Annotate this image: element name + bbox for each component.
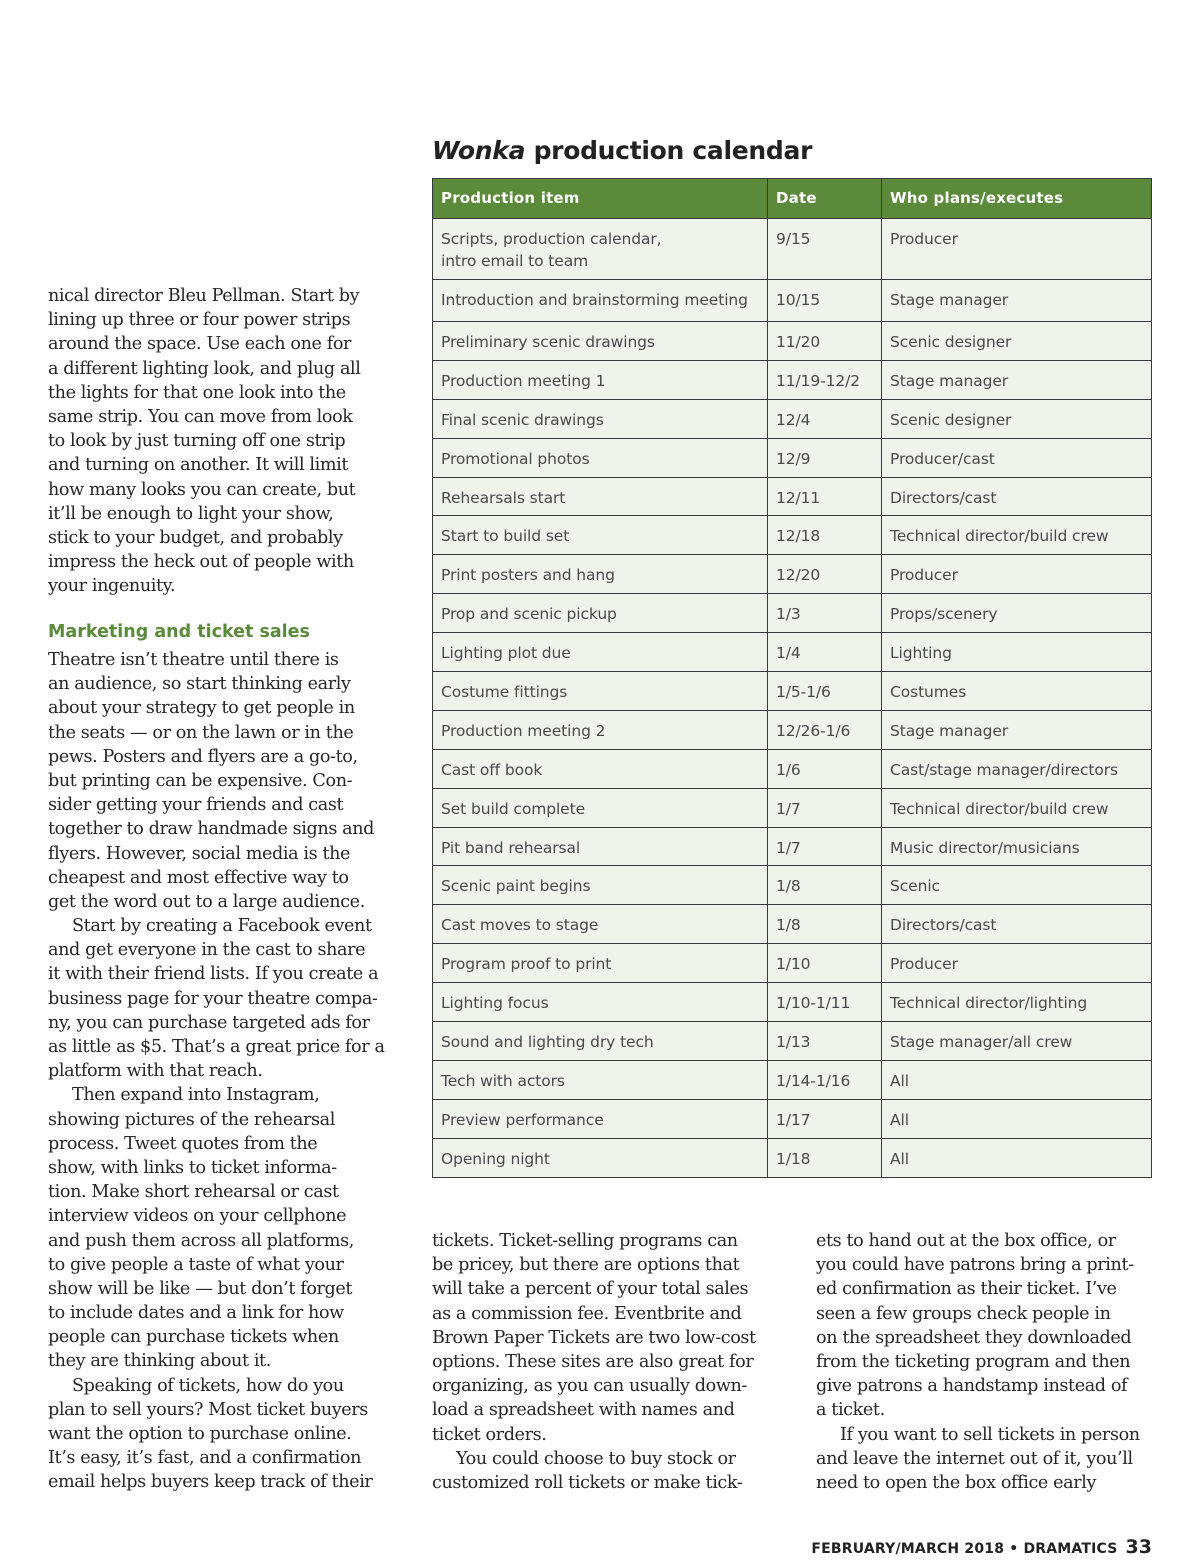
cell-date: 11/20 [768, 322, 882, 361]
text-line: Theatre isn’t theatre until there is [48, 650, 339, 670]
cell-date: 10/15 [768, 280, 882, 322]
cell-who-plans: All [882, 1099, 1152, 1138]
cell-who-plans: Technical director/lighting [882, 983, 1152, 1022]
table-row [433, 710, 1152, 749]
cell-who-plans: Producer [882, 944, 1152, 983]
table-row [433, 944, 1152, 983]
cell-production-item: Lighting focus [433, 983, 768, 1022]
header-who-plans: Who plans/executes [882, 179, 1152, 219]
text-line: will take a percent of your total sales [432, 1279, 749, 1300]
cell-date: 1/6 [768, 749, 882, 788]
text-line: as little as $5. That’s a great price for a [48, 1037, 385, 1057]
text-line: but printing can be expensive. Con- [48, 770, 353, 791]
cell-date: 1/10 [768, 944, 882, 983]
cell-date: 12/18 [768, 516, 882, 555]
cell-production-item: Program proof to print [433, 944, 768, 983]
cell-production-item: Costume fittings [433, 672, 768, 711]
cell-production-item: Sound and lighting dry tech [433, 1022, 768, 1061]
cell-production-item: Tech with actors [433, 1060, 768, 1099]
cell-production-item: Scripts, production calendar, intro email to team [433, 219, 768, 280]
text-line: ticket orders. [432, 1424, 547, 1445]
cell-date: 1/18 [768, 1138, 882, 1177]
text-line: Then expand into Instagram, [72, 1085, 320, 1106]
text-line: platform with that reach. [48, 1061, 263, 1082]
table-row [433, 788, 1152, 827]
text-line: Start by creating a Facebook event [72, 916, 372, 937]
text-line: interview videos on your cellphone [48, 1206, 347, 1227]
cell-date: 1/8 [768, 905, 882, 944]
cell-date: 12/20 [768, 555, 882, 594]
text-line: together to draw handmade signs and [48, 819, 375, 840]
text-line: be pricey, but there are options that [432, 1255, 740, 1276]
cell-date: 1/4 [768, 633, 882, 672]
text-line: business page for your theatre compa- [48, 988, 378, 1009]
text-line: ets to hand out at the box office, or [816, 1231, 1116, 1251]
table-title-rest: production calendar [525, 136, 813, 165]
text-line: tion. Make short rehearsal or cast [48, 1182, 339, 1203]
page-number: 33 [1125, 1536, 1152, 1558]
cell-who-plans: Props/scenery [882, 594, 1152, 633]
table-row [433, 827, 1152, 866]
cell-who-plans: Stage manager [882, 280, 1152, 322]
cell-date: 1/7 [768, 827, 882, 866]
section-heading: Marketing and ticket sales [48, 622, 310, 642]
cell-who-plans: Lighting [882, 633, 1152, 672]
cell-date: 1/3 [768, 594, 882, 633]
text-line: ed confirmation as their ticket. I’ve [816, 1279, 1117, 1300]
production-calendar-table [432, 178, 1152, 1178]
cell-who-plans: All [882, 1060, 1152, 1099]
text-line: You could choose to buy stock or [456, 1448, 736, 1469]
text-line: Speaking of tickets, how do you [72, 1375, 344, 1396]
cell-production-item: Rehearsals start [433, 477, 768, 516]
text-line: how many looks you can create, but [48, 479, 356, 500]
cell-who-plans: Scenic designer [882, 322, 1152, 361]
cell-who-plans: Producer/cast [882, 438, 1152, 477]
cell-date: 12/26-1/6 [768, 710, 882, 749]
article-column-middle [432, 1229, 772, 1495]
text-line: pews. Posters and flyers are a go-to, [48, 746, 358, 767]
text-line: get the word out to a large audience. [48, 891, 365, 912]
cell-who-plans: Music director/musicians [882, 827, 1152, 866]
cell-who-plans: Stage manager [882, 710, 1152, 749]
text-line: cheapest and most effective way to [48, 867, 349, 888]
article-column-left-top [48, 284, 388, 598]
text-line: and push them across all platforms, [48, 1230, 354, 1251]
text-line: as a commission fee. Eventbrite and [432, 1303, 742, 1324]
table-row [433, 219, 1152, 280]
page-footer [811, 1536, 1152, 1558]
text-line: flyers. However, social media is the [48, 843, 351, 864]
text-line: impress the heck out of people with [48, 552, 354, 573]
cell-who-plans: Scenic designer [882, 399, 1152, 438]
cell-production-item: Cast moves to stage [433, 905, 768, 944]
text-line: show, with links to ticket informa- [48, 1157, 337, 1178]
table-row [433, 749, 1152, 788]
text-line: it’ll be enough to light your show, [48, 503, 334, 524]
table-row [433, 399, 1152, 438]
cell-production-item: Introduction and brainstorming meeting [433, 280, 768, 322]
text-line: and turning on another. It will limit [48, 455, 349, 476]
text-line: sider getting your friends and cast [48, 795, 344, 816]
text-line: need to open the box office early [816, 1472, 1097, 1493]
text-line: ny, you can purchase targeted ads for [48, 1012, 370, 1033]
cell-date: 1/5-1/6 [768, 672, 882, 711]
cell-who-plans: Stage manager/all crew [882, 1022, 1152, 1061]
text-line: customized roll tickets or make tick- [432, 1472, 743, 1493]
table-row [433, 983, 1152, 1022]
text-line: around the space. Use each one for [48, 334, 352, 355]
cell-date: 1/14-1/16 [768, 1060, 882, 1099]
table-row [433, 1138, 1152, 1177]
table-row [433, 672, 1152, 711]
article-column-left-bottom [48, 648, 388, 1495]
cell-production-item: Production meeting 2 [433, 710, 768, 749]
text-line: it with their friend lists. If you create a [48, 964, 379, 985]
text-line: they are thinking about it. [48, 1351, 271, 1372]
footer-issue-label: FEBRUARY/MARCH 2018 • DRAMATICS [811, 1541, 1118, 1557]
header-date: Date [768, 179, 882, 219]
text-line: organizing, as you can usually down- [432, 1376, 747, 1397]
cell-who-plans: Costumes [882, 672, 1152, 711]
cell-who-plans: Scenic [882, 866, 1152, 905]
text-line: an audience, so start thinking early [48, 674, 351, 695]
cell-production-item: Start to build set [433, 516, 768, 555]
cell-production-item: Production meeting 1 [433, 360, 768, 399]
header-production-item: Production item [433, 179, 768, 219]
table-row [433, 633, 1152, 672]
text-line: a ticket. [816, 1400, 885, 1421]
text-line: about your strategy to get people in [48, 698, 355, 719]
cell-production-item: Prop and scenic pickup [433, 594, 768, 633]
text-line: your ingenuity. [48, 576, 176, 597]
cell-who-plans: Directors/cast [882, 905, 1152, 944]
cell-who-plans: Stage manager [882, 360, 1152, 399]
text-line: show will be like — but don’t forget [48, 1278, 353, 1299]
cell-production-item: Pit band rehearsal [433, 827, 768, 866]
text-line: same strip. You can move from look [48, 406, 353, 427]
table-row [433, 360, 1152, 399]
cell-production-item: Scenic paint begins [433, 866, 768, 905]
text-line: to include dates and a link for how [48, 1303, 344, 1324]
text-line: and leave the internet out of it, you’ll [816, 1448, 1133, 1469]
cell-date: 12/11 [768, 477, 882, 516]
cell-production-item: Lighting plot due [433, 633, 768, 672]
table-row [433, 555, 1152, 594]
cell-production-item: Promotional photos [433, 438, 768, 477]
table-row [433, 1099, 1152, 1138]
table-row [433, 594, 1152, 633]
text-line: give patrons a handstamp instead of [816, 1376, 1128, 1397]
cell-who-plans: Directors/cast [882, 477, 1152, 516]
cell-production-item: Set build complete [433, 788, 768, 827]
cell-date: 1/7 [768, 788, 882, 827]
text-line: to give people a taste of what your [48, 1254, 344, 1275]
text-line: seen a few groups check people in [816, 1303, 1111, 1324]
text-line: lining up three or four power strips [48, 310, 351, 331]
cell-who-plans: Producer [882, 555, 1152, 594]
table-row [433, 1022, 1152, 1061]
cell-who-plans: Cast/stage manager/directors [882, 749, 1152, 788]
table-row [433, 438, 1152, 477]
text-line: plan to sell yours? Most ticket buyers [48, 1399, 368, 1420]
table-row [433, 866, 1152, 905]
text-line: on the spreadsheet they downloaded [816, 1327, 1132, 1348]
text-line: email helps buyers keep track of their [48, 1472, 373, 1493]
table-row [433, 322, 1152, 361]
text-line: load a spreadsheet with names and [432, 1400, 735, 1421]
table-header-row [433, 179, 1152, 219]
cell-who-plans: Producer [882, 219, 1152, 280]
cell-who-plans: Technical director/build crew [882, 788, 1152, 827]
table-row [433, 905, 1152, 944]
table-title-italic: Wonka [432, 136, 526, 165]
table-row [433, 1060, 1152, 1099]
text-line: want the option to purchase online. [48, 1424, 352, 1444]
article-column-right [816, 1229, 1156, 1495]
cell-date: 12/9 [768, 438, 882, 477]
cell-production-item: Preliminary scenic drawings [433, 322, 768, 361]
cell-who-plans: Technical director/build crew [882, 516, 1152, 555]
text-line: options. These sites are also great for [432, 1351, 754, 1372]
cell-date: 1/17 [768, 1099, 882, 1138]
table-row [433, 477, 1152, 516]
table-row [433, 516, 1152, 555]
text-line: to look by just turning off one strip [48, 431, 346, 452]
cell-who-plans: All [882, 1138, 1152, 1177]
cell-production-item: Preview performance [433, 1099, 768, 1138]
cell-date: 9/15 [768, 219, 882, 280]
text-line: Brown Paper Tickets are two low-cost [432, 1327, 756, 1348]
text-line: process. Tweet quotes from the [48, 1133, 318, 1154]
text-line: from the ticketing program and then [816, 1351, 1131, 1372]
cell-date: 1/13 [768, 1022, 882, 1061]
cell-date: 1/10-1/11 [768, 983, 882, 1022]
cell-production-item: Final scenic drawings [433, 399, 768, 438]
text-line: stick to your budget, and probably [48, 527, 343, 548]
text-line: nical director Bleu Pellman. Start by [48, 286, 360, 306]
text-line: people can purchase tickets when [48, 1327, 339, 1348]
text-line: and get everyone in the cast to share [48, 940, 366, 961]
text-line: If you want to sell tickets in person [840, 1424, 1140, 1445]
text-line: the lights for that one look into the [48, 382, 346, 403]
text-line: the seats — or on the lawn or in the [48, 722, 354, 743]
text-line: It’s easy, it’s fast, and a confirmation [48, 1448, 362, 1469]
table-row [433, 280, 1152, 322]
text-line: showing pictures of the rehearsal [48, 1109, 335, 1130]
cell-date: 12/4 [768, 399, 882, 438]
cell-production-item: Print posters and hang [433, 555, 768, 594]
cell-production-item: Cast off book [433, 749, 768, 788]
cell-date: 1/8 [768, 866, 882, 905]
table-title [432, 136, 812, 165]
cell-production-item: Opening night [433, 1138, 768, 1177]
cell-date: 11/19-12/2 [768, 360, 882, 399]
text-line: a different lighting look, and plug all [48, 358, 361, 379]
text-line: tickets. Ticket-selling programs can [432, 1231, 738, 1251]
text-line: you could have patrons bring a print- [816, 1255, 1134, 1276]
